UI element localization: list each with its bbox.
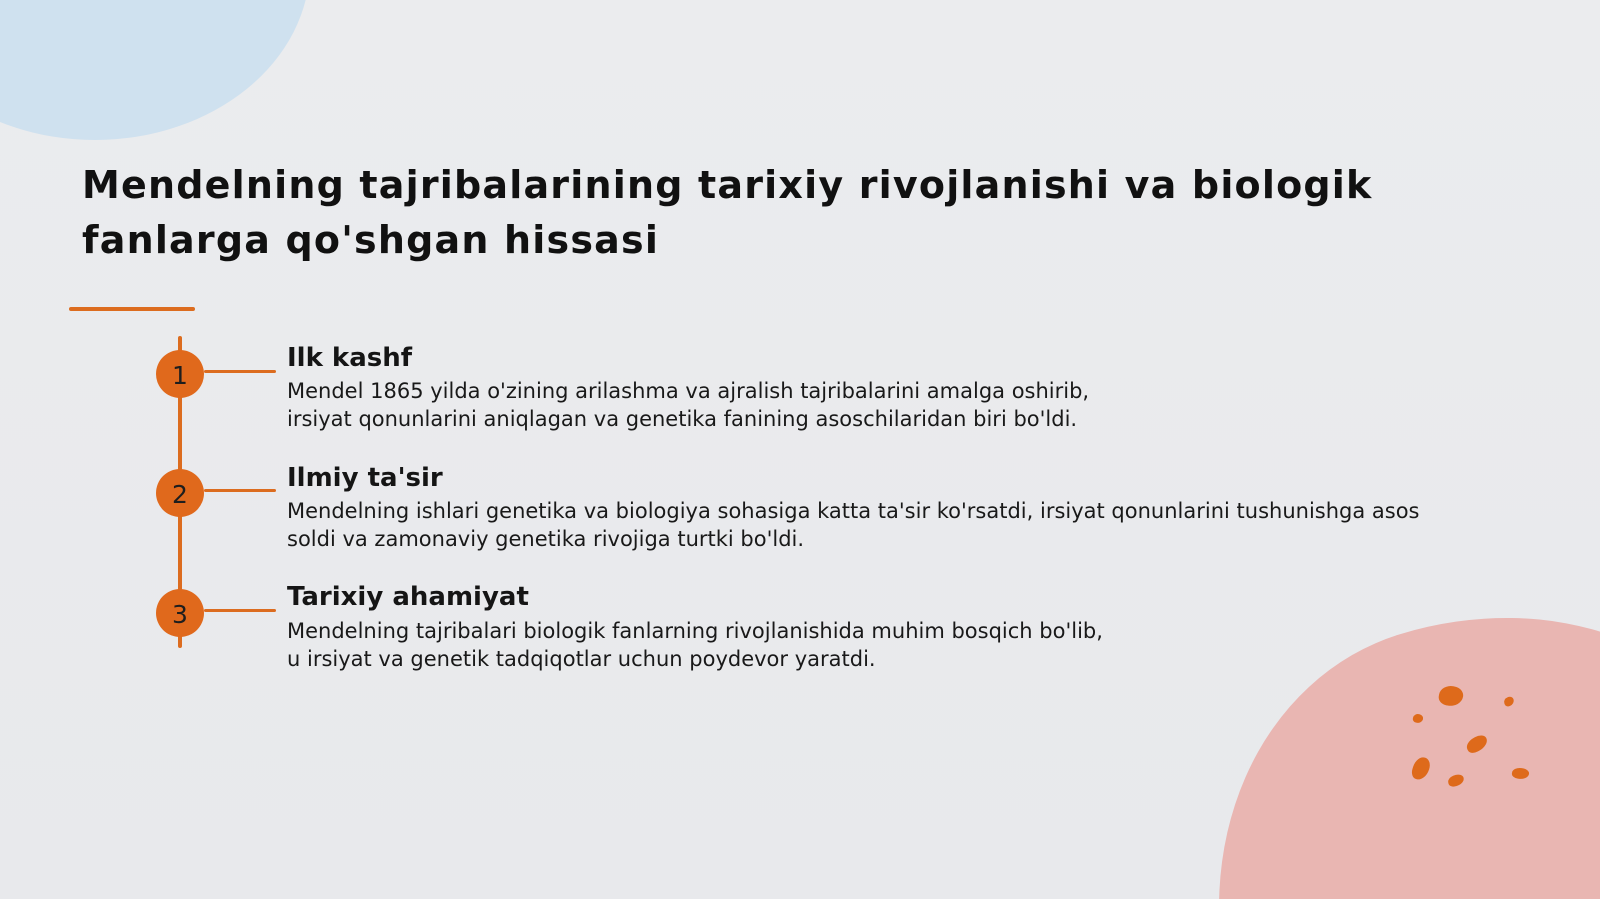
- timeline-step-1-badge: 1: [156, 350, 204, 398]
- timeline-step-2-badge: 2: [156, 469, 204, 517]
- timeline-step-3-title: Tarixiy ahamiyat: [287, 582, 529, 612]
- blue-corner-decoration: [0, 0, 310, 140]
- timeline-step-3-badge: 3: [156, 589, 204, 637]
- timeline-step-1-connector: [204, 370, 276, 373]
- timeline-step-2-connector: [204, 489, 276, 492]
- timeline-step-3-description: Mendelning tajribalari biologik fanlarning rivojlanishida muhim bosqich bo'lib, u irsiyat va genetik tadqiqotlar uchun poydevor yaratdi.: [287, 619, 1103, 671]
- timeline-step-2-description: Mendelning ishlari genetika va biologiya sohasiga katta ta'sir ko'rsatdi, irsiyat qonunlarini tushunishga asos soldi va zamonaviy genetika rivojiga turtki bo'ldi.: [287, 499, 1420, 551]
- slide-title: Mendelning tajribalarining tarixiy rivojlanishi va biologik fanlarga qo'shgan hissasi: [82, 163, 1373, 262]
- timeline-step-3-connector: [204, 609, 276, 612]
- timeline-step-1-description: Mendel 1865 yilda o'zining arilashma va ajralish tajribalarini amalga oshirib, irsiyat qonunlarini aniqlagan va genetika fanining asoschilaridan biri bo'ldi.: [287, 379, 1090, 431]
- timeline-step-2-title: Ilmiy ta'sir: [287, 463, 443, 493]
- title-underline: [69, 307, 195, 311]
- pink-corner-decoration: [1143, 549, 1600, 899]
- timeline-step-1-title: Ilk kashf: [287, 343, 413, 373]
